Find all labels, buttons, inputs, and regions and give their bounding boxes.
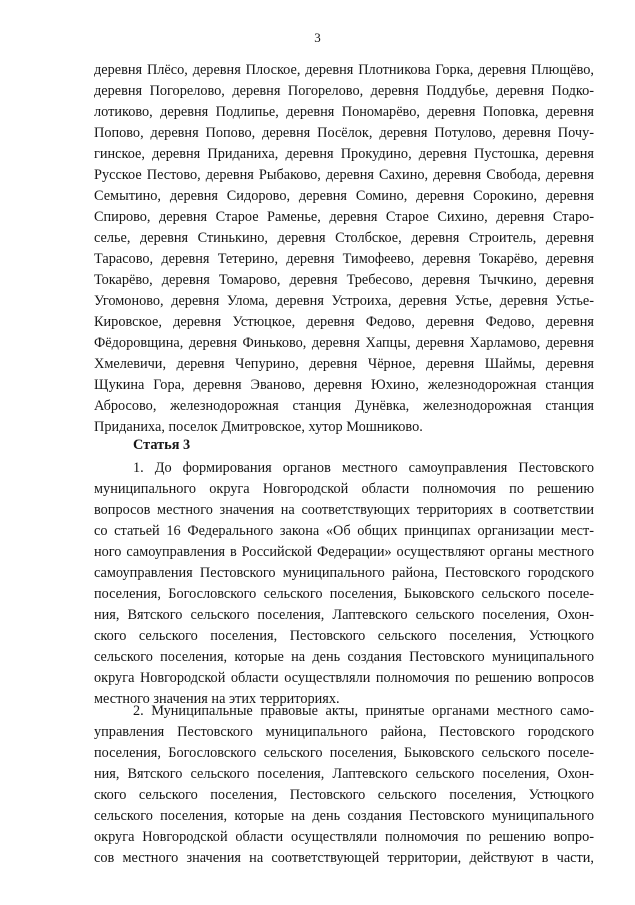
text-line: со статьей 16 Федерального закона «Об общих принципах организации мест- — [94, 523, 594, 539]
text-line: местного значения на этих территориях. — [94, 691, 340, 707]
text-line: ния, Вятского сельского поселения, Лаптевского сельского поселения, Охон- — [94, 607, 594, 623]
text-line: Хмелевичи, деревня Чепурино, деревня Чёрное, деревня Шаймы, деревня — [94, 356, 594, 372]
text-line: деревня Погорелово, деревня Погорелово, деревня Поддубье, деревня Подко- — [94, 83, 594, 99]
text-line: Угомоново, деревня Улома, деревня Устроиха, деревня Устье, деревня Устье- — [94, 293, 594, 309]
text-line: поселения, Богословского сельского поселения, Быковского сельского поселе- — [94, 586, 594, 602]
text-line: Кировское, деревня Устюцкое, деревня Федово, деревня Федово, деревня — [94, 314, 594, 330]
text-line: Токарёво, деревня Томарово, деревня Требесово, деревня Тычкино, деревня — [94, 272, 594, 288]
text-line: Щукина Гора, деревня Эваново, деревня Юхино, железнодорожная станция — [94, 377, 594, 393]
text-line: сельского поселения, которые на день создания Пестовского муниципального — [94, 808, 594, 824]
text-line: Попово, деревня Попово, деревня Посёлок, деревня Потулово, деревня Почу- — [94, 125, 594, 141]
text-line: 2. Муниципальные правовые акты, принятые органами местного само- — [133, 703, 594, 719]
text-line: Приданиха, поселок Дмитровское, хутор Мошниково. — [94, 419, 423, 435]
article-heading: Статья 3 — [133, 437, 191, 453]
text-line: Фёдоровщина, деревня Финьково, деревня Хапцы, деревня Харламово, деревня — [94, 335, 594, 351]
text-line: управления Пестовского муниципального района, Пестовского городского — [94, 724, 594, 740]
text-line: 1. До формирования органов местного самоуправления Пестовского — [133, 460, 594, 476]
text-line: округа Новгородской области осуществляли полномочия по решению вопро- — [94, 829, 594, 845]
text-line: сов местного значения на соответствующей территории, действуют в части, — [94, 850, 594, 866]
text-line: вопросов местного значения на соответствующих территориях в соответствии — [94, 502, 594, 518]
text-line: ского сельского поселения, Пестовского сельского поселения, Устюцкого — [94, 628, 594, 644]
text-line: Семытино, деревня Сидорово, деревня Сомино, деревня Сорокино, деревня — [94, 188, 594, 204]
text-line: ного самоуправления в Российской Федерации» осуществляют органы местного — [94, 544, 594, 560]
text-line: ния, Вятского сельского поселения, Лаптевского сельского поселения, Охон- — [94, 766, 594, 782]
text-line: самоуправления Пестовского муниципального района, Пестовского городского — [94, 565, 594, 581]
text-line: лотиково, деревня Подлипье, деревня Пономарёво, деревня Поповка, деревня — [94, 104, 594, 120]
page-number: 3 — [314, 30, 321, 45]
text-line: ского сельского поселения, Пестовского сельского поселения, Устюцкого — [94, 787, 594, 803]
text-line: Спирово, деревня Старое Раменье, деревня Старое Сихино, деревня Старо- — [94, 209, 594, 225]
text-line: муниципального округа Новгородской области полномочия по решению — [94, 481, 594, 497]
text-line: округа Новгородской области осуществляли полномочия по решению вопросов — [94, 670, 594, 686]
text-line: Абросово, железнодорожная станция Дунёвка, железнодорожная станция — [94, 398, 594, 414]
article-paragraph-2 — [94, 701, 594, 869]
settlements-paragraph — [94, 60, 594, 438]
article-paragraph-1 — [94, 458, 594, 710]
text-line: селье, деревня Стинькино, деревня Столбское, деревня Строитель, деревня — [94, 230, 594, 246]
text-line: поселения, Богословского сельского поселения, Быковского сельского поселе- — [94, 745, 594, 761]
text-line: сельского поселения, которые на день создания Пестовского муниципального — [94, 649, 594, 665]
text-line: деревня Плёсо, деревня Плоское, деревня Плотникова Горка, деревня Плющёво, — [94, 62, 594, 78]
text-line: Тарасово, деревня Тетерино, деревня Тимофеево, деревня Токарёво, деревня — [94, 251, 594, 267]
text-line: гинское, деревня Приданиха, деревня Прокудино, деревня Пустошка, деревня — [94, 146, 594, 162]
text-line: Русское Пестово, деревня Рыбаково, деревня Сахино, деревня Свобода, деревня — [94, 167, 594, 183]
